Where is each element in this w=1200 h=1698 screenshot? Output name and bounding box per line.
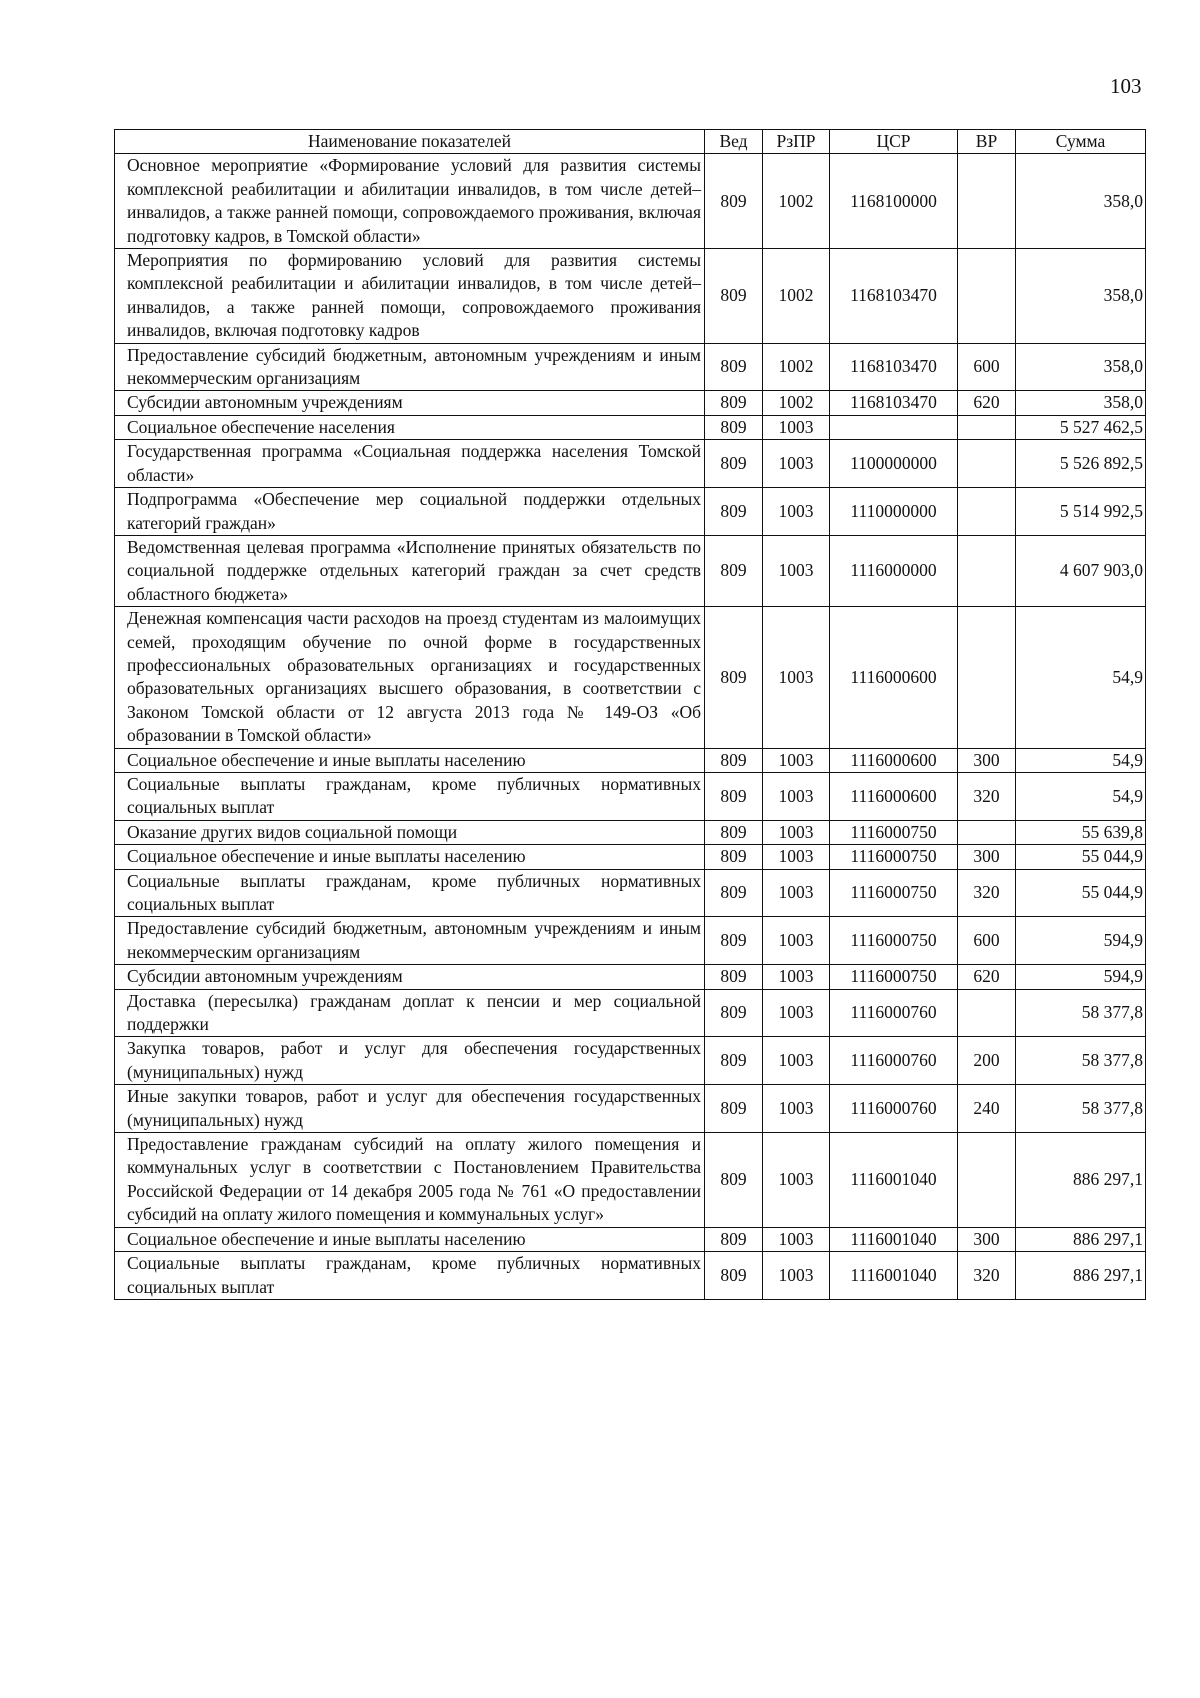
cell-ved: 809 [705, 415, 763, 439]
cell-rzpr: 1003 [763, 1133, 830, 1228]
cell-name: Государственная программа «Социальная поддержка населения Томской области» [115, 440, 705, 488]
cell-name: Предоставление субсидий бюджетным, автономным учреждениям и иным некоммерческим организациям [115, 917, 705, 965]
table-row [115, 343, 1146, 391]
cell-rzpr: 1003 [763, 748, 830, 772]
cell-csr: 1116000600 [830, 607, 958, 748]
cell-ved: 809 [705, 869, 763, 917]
cell-csr: 1116000760 [830, 989, 958, 1037]
cell-vr: 200 [958, 1037, 1016, 1085]
cell-ved: 809 [705, 965, 763, 989]
header-vr: ВР [958, 130, 1016, 154]
table-row [115, 249, 1146, 344]
cell-ved: 809 [705, 1227, 763, 1251]
cell-csr: 1168103470 [830, 391, 958, 415]
page-number: 103 [1110, 74, 1142, 98]
cell-name: Социальные выплаты гражданам, кроме публичных нормативных социальных выплат [115, 1252, 705, 1300]
cell-ved: 809 [705, 1085, 763, 1133]
cell-sum: 594,9 [1016, 965, 1146, 989]
cell-sum: 886 297,1 [1016, 1252, 1146, 1300]
cell-name: Предоставление субсидий бюджетным, автономным учреждениям и иным некоммерческим организациям [115, 343, 705, 391]
cell-name: Социальное обеспечение и иные выплаты населению [115, 845, 705, 869]
cell-sum: 54,9 [1016, 748, 1146, 772]
cell-rzpr: 1003 [763, 965, 830, 989]
cell-sum: 5 514 992,5 [1016, 488, 1146, 536]
cell-vr: 620 [958, 391, 1016, 415]
table-row [115, 1085, 1146, 1133]
cell-vr: 620 [958, 965, 1016, 989]
header-rzpr: РзПР [763, 130, 830, 154]
cell-csr: 1110000000 [830, 488, 958, 536]
cell-ved: 809 [705, 1037, 763, 1085]
table-row [115, 869, 1146, 917]
cell-csr: 1116000000 [830, 535, 958, 606]
table-row [115, 989, 1146, 1037]
cell-ved: 809 [705, 748, 763, 772]
table-row [115, 488, 1146, 536]
cell-name: Социальное обеспечение и иные выплаты населению [115, 1227, 705, 1251]
cell-csr: 1168103470 [830, 343, 958, 391]
cell-sum: 358,0 [1016, 249, 1146, 344]
cell-vr [958, 415, 1016, 439]
cell-rzpr: 1003 [763, 772, 830, 820]
cell-rzpr: 1003 [763, 607, 830, 748]
cell-csr: 1116000750 [830, 917, 958, 965]
cell-rzpr: 1003 [763, 989, 830, 1037]
budget-table [114, 129, 1146, 1300]
cell-csr: 1116000750 [830, 845, 958, 869]
table-row [115, 391, 1146, 415]
cell-vr: 320 [958, 772, 1016, 820]
table-row [115, 748, 1146, 772]
cell-csr: 1116000750 [830, 965, 958, 989]
cell-vr [958, 440, 1016, 488]
cell-ved: 809 [705, 607, 763, 748]
cell-rzpr: 1002 [763, 343, 830, 391]
cell-name: Социальные выплаты гражданам, кроме публичных нормативных социальных выплат [115, 869, 705, 917]
cell-sum: 5 527 462,5 [1016, 415, 1146, 439]
cell-sum: 55 639,8 [1016, 820, 1146, 844]
cell-rzpr: 1003 [763, 440, 830, 488]
cell-vr: 600 [958, 917, 1016, 965]
cell-vr [958, 154, 1016, 249]
cell-vr: 300 [958, 845, 1016, 869]
cell-rzpr: 1003 [763, 488, 830, 536]
cell-csr: 1116000750 [830, 869, 958, 917]
table-row [115, 965, 1146, 989]
table-row [115, 772, 1146, 820]
cell-sum: 886 297,1 [1016, 1227, 1146, 1251]
cell-ved: 809 [705, 772, 763, 820]
cell-rzpr: 1003 [763, 1037, 830, 1085]
cell-ved: 809 [705, 440, 763, 488]
cell-csr: 1168103470 [830, 249, 958, 344]
cell-sum: 58 377,8 [1016, 989, 1146, 1037]
cell-ved: 809 [705, 1133, 763, 1228]
cell-name: Социальное обеспечение и иные выплаты населению [115, 748, 705, 772]
cell-sum: 594,9 [1016, 917, 1146, 965]
cell-csr [830, 415, 958, 439]
cell-sum: 886 297,1 [1016, 1133, 1146, 1228]
cell-vr: 240 [958, 1085, 1016, 1133]
cell-ved: 809 [705, 343, 763, 391]
cell-name: Субсидии автономным учреждениям [115, 965, 705, 989]
cell-name: Денежная компенсация части расходов на проезд студентам из малоимущих семей, проходящим обучение по очной форме в государственных профессиональных образовательных организациях и государственных образовательных организациях высшего образования, в соответствии с Законом Томской области от 12 августа 2013 года № 149-ОЗ «Об образовании в Томской области» [115, 607, 705, 748]
cell-sum: 358,0 [1016, 154, 1146, 249]
cell-name: Социальное обеспечение населения [115, 415, 705, 439]
cell-rzpr: 1003 [763, 1227, 830, 1251]
table-row [115, 1133, 1146, 1228]
table-row [115, 845, 1146, 869]
header-csr: ЦСР [830, 130, 958, 154]
cell-csr: 1116001040 [830, 1227, 958, 1251]
cell-ved: 809 [705, 820, 763, 844]
table-row [115, 154, 1146, 249]
cell-name: Субсидии автономным учреждениям [115, 391, 705, 415]
cell-csr: 1116001040 [830, 1252, 958, 1300]
cell-ved: 809 [705, 488, 763, 536]
table-row [115, 820, 1146, 844]
header-name: Наименование показателей [115, 130, 705, 154]
cell-rzpr: 1002 [763, 249, 830, 344]
cell-csr: 1116000600 [830, 748, 958, 772]
cell-vr [958, 488, 1016, 536]
cell-vr [958, 989, 1016, 1037]
cell-sum: 4 607 903,0 [1016, 535, 1146, 606]
cell-csr: 1116001040 [830, 1133, 958, 1228]
cell-name: Ведомственная целевая программа «Исполнение принятых обязательств по социальной поддержке отдельных категорий граждан за счет средств областного бюджета» [115, 535, 705, 606]
cell-sum: 54,9 [1016, 607, 1146, 748]
cell-name: Мероприятия по формированию условий для развития системы комплексной реабилитации и абилитации инвалидов, в том числе детей–инвалидов, а также ранней помощи, сопровождаемого проживания инвалидов, включая подготовку кадров [115, 249, 705, 344]
cell-name: Иные закупки товаров, работ и услуг для обеспечения государственных (муниципальных) нужд [115, 1085, 705, 1133]
cell-rzpr: 1003 [763, 845, 830, 869]
cell-csr: 1168100000 [830, 154, 958, 249]
table-header-row [115, 130, 1146, 154]
cell-csr: 1100000000 [830, 440, 958, 488]
table-row [115, 1227, 1146, 1251]
cell-vr: 320 [958, 1252, 1016, 1300]
cell-name: Предоставление гражданам субсидий на оплату жилого помещения и коммунальных услуг в соответствии с Постановлением Правительства Российской Федерации от 14 декабря 2005 года № 761 «О предоставлении субсидий на оплату жилого помещения и коммунальных услуг» [115, 1133, 705, 1228]
cell-vr: 300 [958, 1227, 1016, 1251]
cell-name: Доставка (пересылка) гражданам доплат к пенсии и мер социальной поддержки [115, 989, 705, 1037]
cell-rzpr: 1003 [763, 415, 830, 439]
cell-name: Подпрограмма «Обеспечение мер социальной поддержки отдельных категорий граждан» [115, 488, 705, 536]
table-row [115, 607, 1146, 748]
cell-rzpr: 1002 [763, 391, 830, 415]
cell-rzpr: 1003 [763, 1252, 830, 1300]
table-row [115, 917, 1146, 965]
cell-ved: 809 [705, 249, 763, 344]
cell-ved: 809 [705, 845, 763, 869]
cell-name: Закупка товаров, работ и услуг для обеспечения государственных (муниципальных) нужд [115, 1037, 705, 1085]
cell-vr [958, 820, 1016, 844]
cell-rzpr: 1003 [763, 869, 830, 917]
cell-sum: 55 044,9 [1016, 845, 1146, 869]
cell-sum: 358,0 [1016, 343, 1146, 391]
cell-name: Оказание других видов социальной помощи [115, 820, 705, 844]
cell-vr [958, 1133, 1016, 1228]
cell-sum: 5 526 892,5 [1016, 440, 1146, 488]
cell-rzpr: 1003 [763, 917, 830, 965]
cell-csr: 1116000600 [830, 772, 958, 820]
cell-ved: 809 [705, 391, 763, 415]
header-sum: Сумма [1016, 130, 1146, 154]
table-row [115, 415, 1146, 439]
cell-vr [958, 607, 1016, 748]
cell-vr [958, 249, 1016, 344]
cell-vr: 300 [958, 748, 1016, 772]
cell-sum: 54,9 [1016, 772, 1146, 820]
cell-ved: 809 [705, 989, 763, 1037]
table-row [115, 1252, 1146, 1300]
cell-ved: 809 [705, 154, 763, 249]
cell-sum: 58 377,8 [1016, 1085, 1146, 1133]
header-ved: Вед [705, 130, 763, 154]
table-row [115, 440, 1146, 488]
cell-vr: 600 [958, 343, 1016, 391]
cell-rzpr: 1003 [763, 1085, 830, 1133]
cell-csr: 1116000750 [830, 820, 958, 844]
cell-vr [958, 535, 1016, 606]
table-body [115, 154, 1146, 1300]
cell-ved: 809 [705, 1252, 763, 1300]
cell-sum: 358,0 [1016, 391, 1146, 415]
cell-rzpr: 1002 [763, 154, 830, 249]
cell-csr: 1116000760 [830, 1037, 958, 1085]
table-row [115, 535, 1146, 606]
cell-ved: 809 [705, 535, 763, 606]
table-row [115, 1037, 1146, 1085]
cell-rzpr: 1003 [763, 820, 830, 844]
cell-sum: 58 377,8 [1016, 1037, 1146, 1085]
cell-name: Социальные выплаты гражданам, кроме публичных нормативных социальных выплат [115, 772, 705, 820]
cell-csr: 1116000760 [830, 1085, 958, 1133]
cell-sum: 55 044,9 [1016, 869, 1146, 917]
cell-name: Основное мероприятие «Формирование условий для развития системы комплексной реабилитации и абилитации инвалидов, в том числе детей–инвалидов, а также ранней помощи, сопровождаемого проживания, включая подготовку кадров, в Томской области» [115, 154, 705, 249]
cell-rzpr: 1003 [763, 535, 830, 606]
cell-vr: 320 [958, 869, 1016, 917]
cell-ved: 809 [705, 917, 763, 965]
